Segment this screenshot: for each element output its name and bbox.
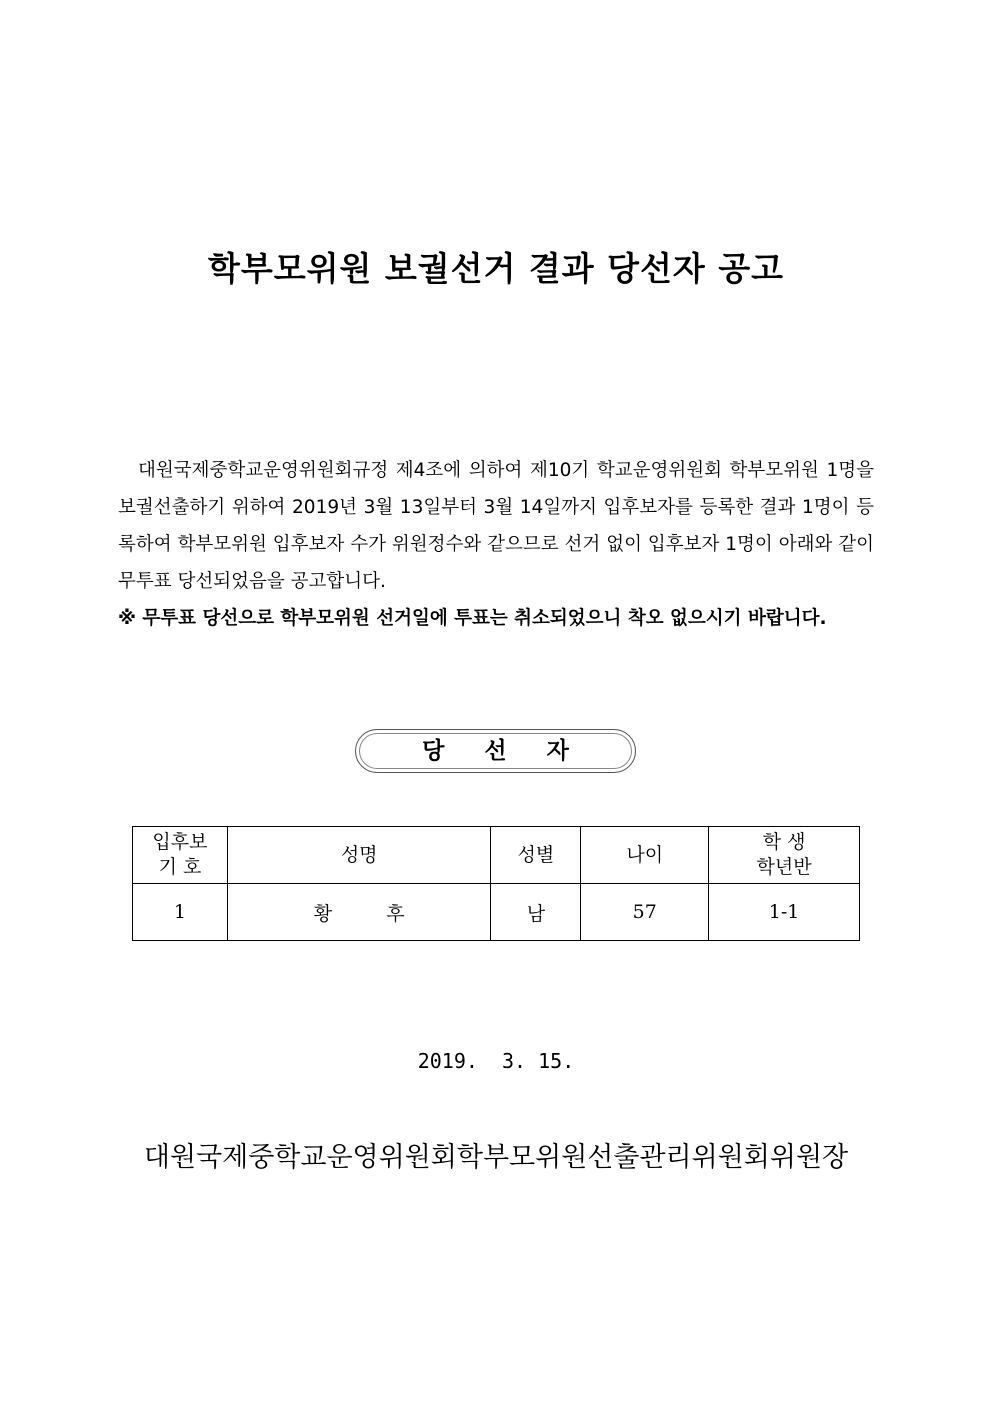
header-candidate-number-line1: 입후보 xyxy=(152,831,208,853)
header-grade-class xyxy=(709,827,860,884)
cell-grade-class: 1-1 xyxy=(709,884,860,941)
table-header-row xyxy=(133,827,860,884)
header-candidate-number xyxy=(133,827,228,884)
cell-candidate-number: 1 xyxy=(133,884,228,941)
cell-gender: 남 xyxy=(491,884,581,941)
header-grade-class-line1: 학 생 xyxy=(762,831,806,853)
issuer-name: 대원국제중학교운영위원회학부모위원선출관리위원회위원장 xyxy=(143,1142,849,1173)
winner-label-box: 당선자 xyxy=(355,729,636,773)
header-age: 나이 xyxy=(581,827,709,884)
header-candidate-number-line2: 기 호 xyxy=(158,856,202,878)
header-gender: 성별 xyxy=(491,827,581,884)
header-grade-class-line2: 학년반 xyxy=(756,856,812,878)
table-row xyxy=(133,884,860,941)
announcement-body xyxy=(118,452,874,637)
cell-name-text: 황 후 xyxy=(313,902,429,925)
announcement-date: 2019. 3. 15. xyxy=(417,1049,575,1073)
winner-table xyxy=(132,826,860,941)
cell-age: 57 xyxy=(581,884,709,941)
announcement-paragraph: 대원국제중학교운영위원회규정 제4조에 의하여 제10기 학교운영위원회 학부모위원 1명을 보궐선출하기 위하여 2019년 3월 13일부터 3월 14일까지 입후보자를 등록한 결과 1명이 등록하여 학부모위원 입후보자 수가 위원정수와 같으므로 선거 없이 입후보자 1명이 아래와 같이 무투표 당선되었음을 공고합니다. xyxy=(118,460,874,592)
page-title: 학부모위원 보궐선거 결과 당선자 공고 xyxy=(207,249,784,288)
header-name: 성명 xyxy=(227,827,491,884)
cell-name xyxy=(227,884,491,941)
announcement-note: ※ 무투표 당선으로 학부모위원 선거일에 투표는 취소되었으니 착오 없으시기 바랍니다. xyxy=(118,608,827,629)
